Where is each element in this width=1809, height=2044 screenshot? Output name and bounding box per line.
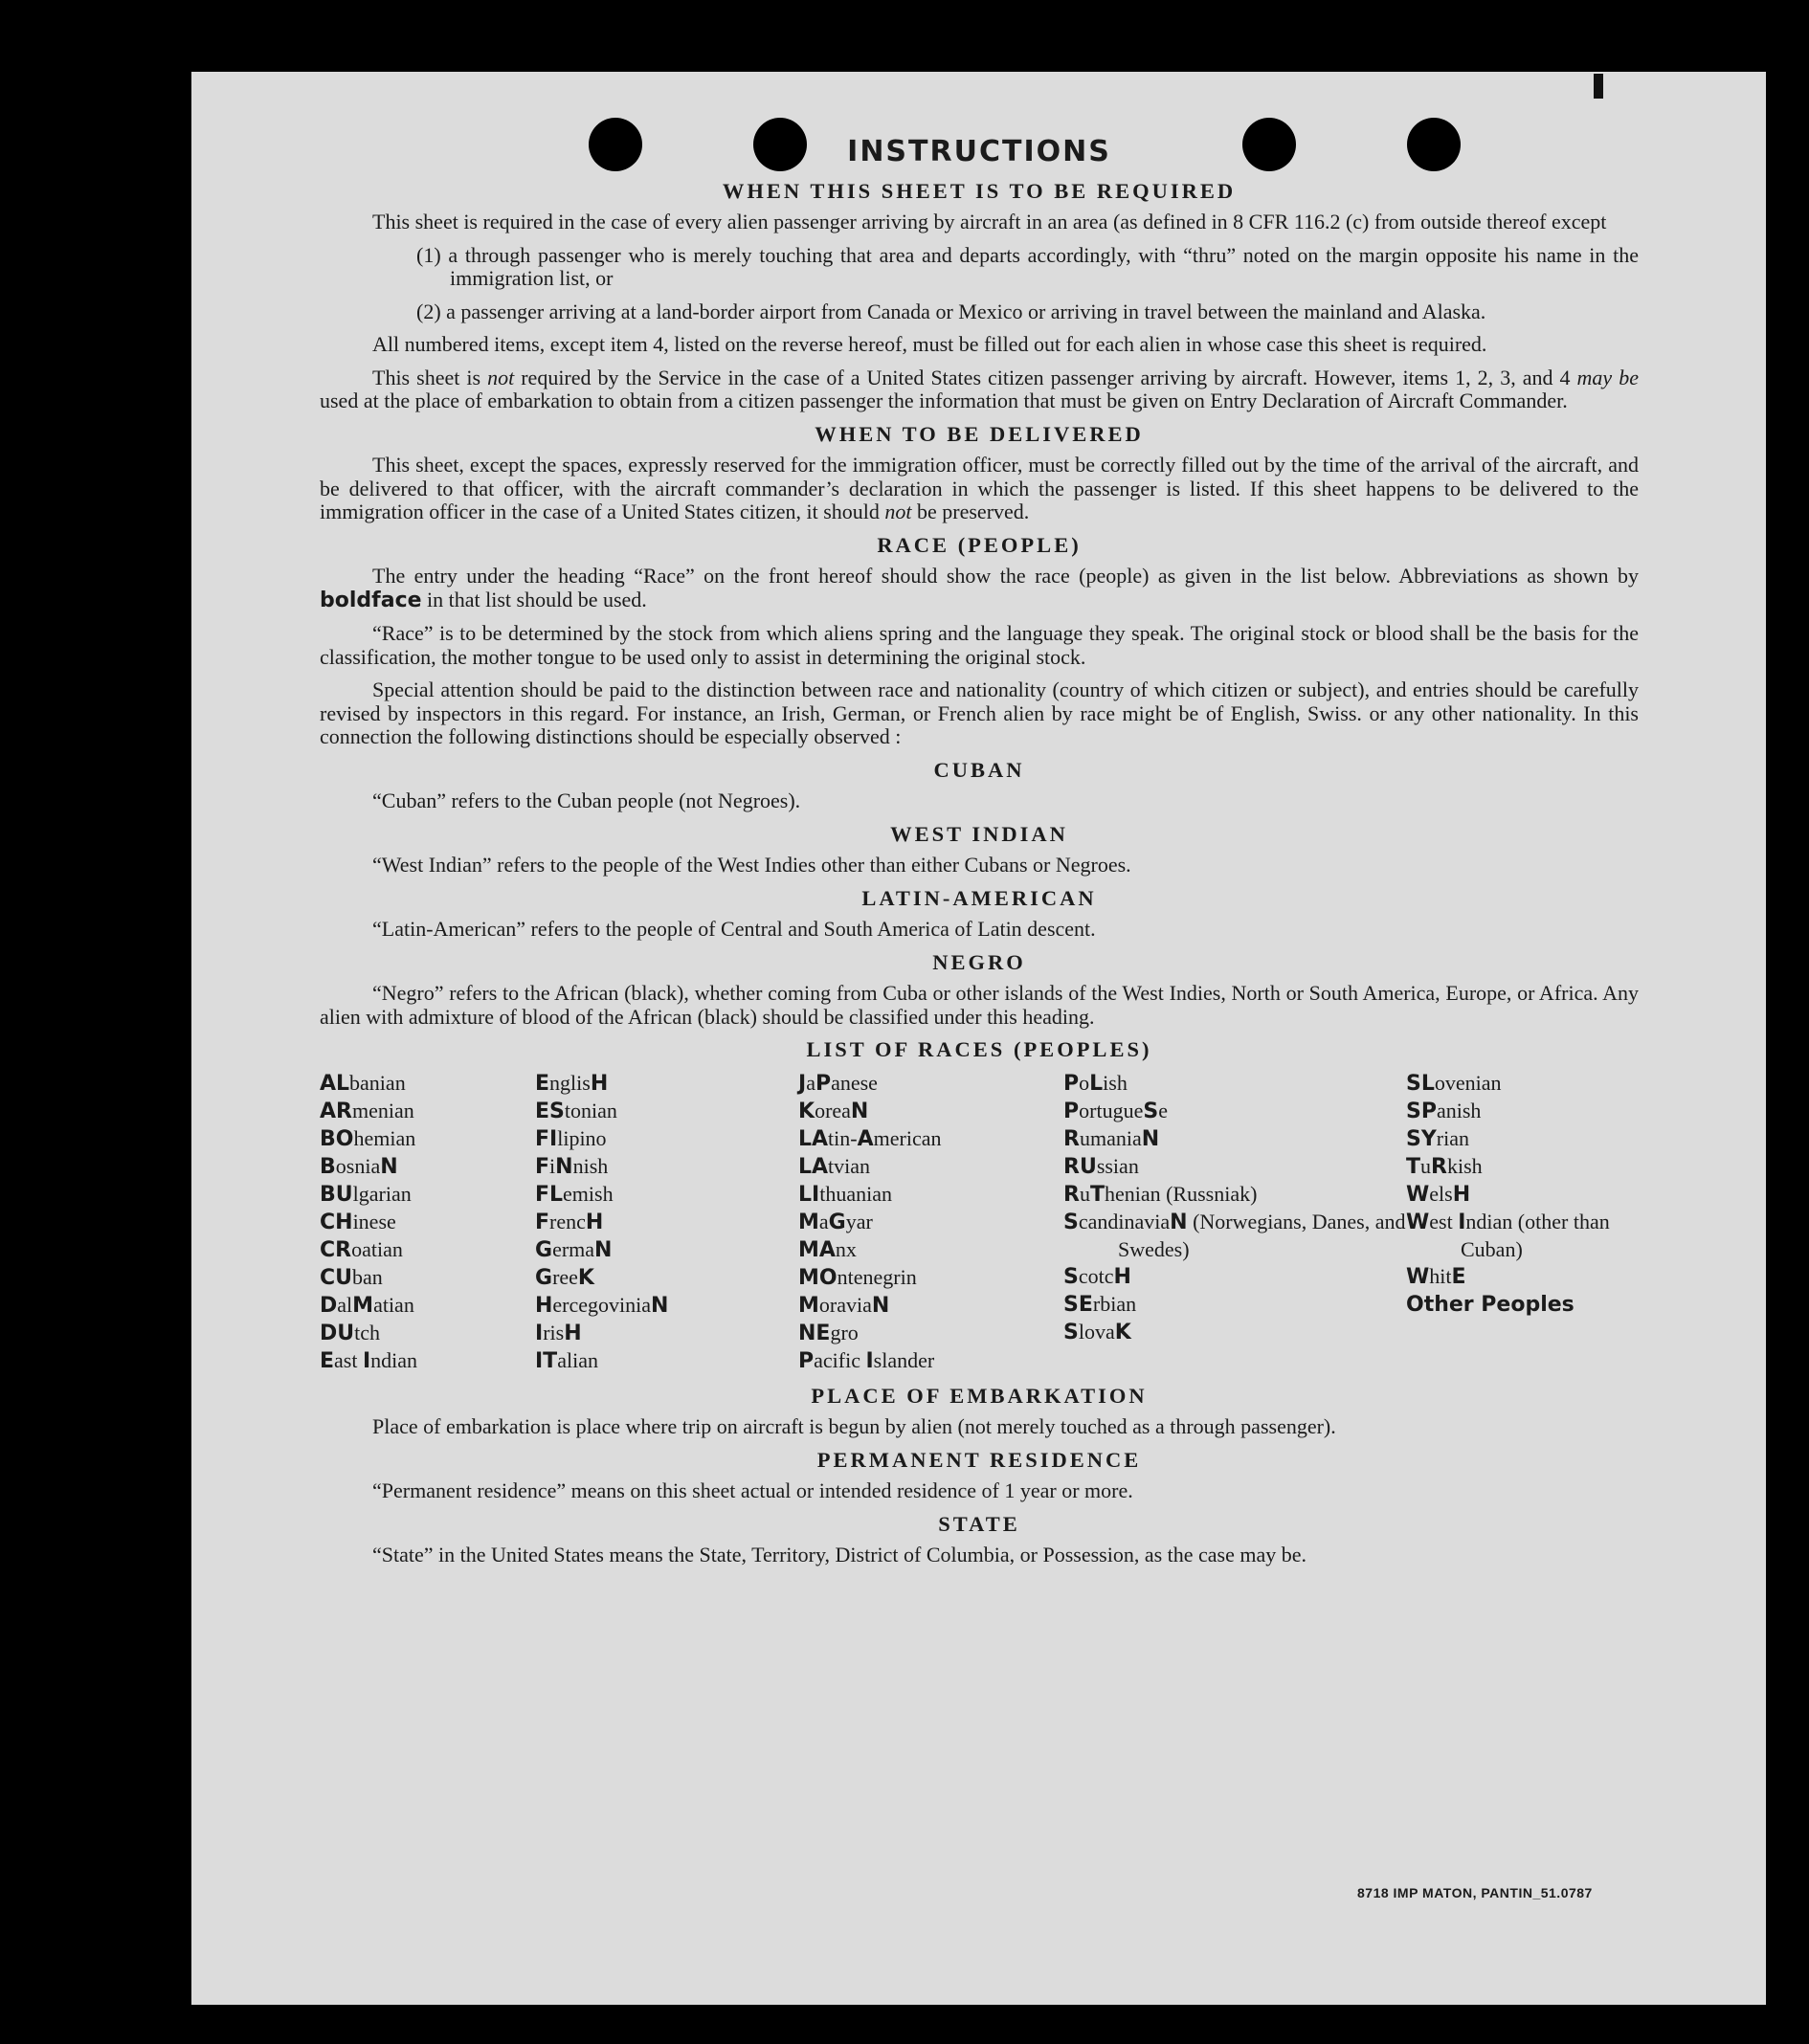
race-text: e bbox=[1158, 1098, 1168, 1122]
race-entry bbox=[1063, 1291, 1406, 1319]
race-abbreviation: M bbox=[352, 1293, 374, 1318]
race-entry bbox=[320, 1347, 535, 1375]
race-entry bbox=[1063, 1125, 1406, 1153]
race-text: rbian bbox=[1092, 1291, 1137, 1316]
race-text: hemian bbox=[353, 1125, 416, 1150]
race-entry bbox=[535, 1125, 798, 1153]
race-abbreviation: H bbox=[535, 1293, 553, 1318]
paragraph: “Latin-American” refers to the people of Central and South America of Latin descent. bbox=[372, 917, 1096, 941]
race-text: o bbox=[1079, 1070, 1090, 1095]
race-abbreviation: AR bbox=[320, 1099, 352, 1123]
heading-residence: PERMANENT RESIDENCE bbox=[816, 1447, 1142, 1472]
race-abbreviation: SY bbox=[1406, 1126, 1437, 1151]
race-abbreviation: B bbox=[320, 1154, 336, 1179]
race-abbreviation: E bbox=[320, 1348, 335, 1373]
race-entry bbox=[320, 1070, 535, 1098]
race-text: al bbox=[337, 1292, 353, 1317]
race-entry bbox=[535, 1347, 798, 1375]
race-abbreviation: SP bbox=[1406, 1099, 1437, 1123]
race-text: umania bbox=[1079, 1125, 1142, 1150]
bold-text: boldface bbox=[320, 588, 422, 612]
paragraph: “Cuban” refers to the Cuban people (not Negroes). bbox=[372, 789, 801, 812]
text-run: required by the Service in the case of a United States citizen passenger arriving by aircraft. However, items 1, 2, 3, and 4 bbox=[514, 365, 1577, 389]
race-text: thuanian bbox=[819, 1181, 892, 1206]
heading-when-required: WHEN THIS SHEET IS TO BE REQUIRED bbox=[722, 178, 1237, 203]
race-abbreviation: M bbox=[798, 1210, 819, 1234]
race-abbreviation: F bbox=[535, 1154, 550, 1179]
race-text: anish bbox=[1436, 1098, 1482, 1122]
race-entry bbox=[535, 1070, 798, 1098]
race-entry bbox=[798, 1098, 1063, 1125]
race-abbreviation: NE bbox=[798, 1321, 831, 1345]
race-text: candinavia bbox=[1078, 1209, 1171, 1233]
race-abbreviation: T bbox=[1406, 1154, 1421, 1179]
race-text: atian bbox=[373, 1292, 414, 1317]
italic-text: not bbox=[884, 500, 912, 523]
exception-item-1: (1) a through passenger who is merely touching that area and departs accordingly, with “thru” noted on the margin opposite his name in the immigration list, or bbox=[416, 242, 1639, 290]
race-abbreviation: I bbox=[362, 1348, 371, 1373]
race-entry bbox=[1406, 1098, 1639, 1125]
race-entry bbox=[535, 1264, 798, 1292]
text-run: The entry under the heading “Race” on the front hereof should show the race (people) as given in the list below. Abbreviations as shown by bbox=[372, 564, 1639, 588]
race-text: inese bbox=[352, 1209, 396, 1233]
race-abbreviation: K bbox=[1114, 1320, 1131, 1344]
race-entry bbox=[798, 1153, 1063, 1181]
race-text: henian (Russniak) bbox=[1104, 1181, 1258, 1206]
race-abbreviation: SE bbox=[1063, 1292, 1093, 1317]
race-abbreviation: R bbox=[1063, 1182, 1080, 1207]
race-text: ree bbox=[552, 1264, 578, 1289]
race-entry bbox=[1063, 1098, 1406, 1125]
race-abbreviation: E bbox=[535, 1071, 550, 1096]
race-abbreviation: I bbox=[535, 1321, 544, 1345]
race-text: ndian (other than Cuban) bbox=[1461, 1209, 1610, 1261]
race-text: u bbox=[1420, 1153, 1432, 1178]
race-entry bbox=[1063, 1153, 1406, 1181]
race-entry bbox=[1406, 1181, 1639, 1209]
race-entry bbox=[1406, 1263, 1639, 1291]
race-abbreviation: N bbox=[1170, 1210, 1188, 1234]
race-text: nglis bbox=[549, 1070, 591, 1095]
paragraph: This sheet is required in the case of every alien passenger arriving by aircraft in an area (as defined in 8 CFR 116.2 (c) from outside thereof except bbox=[372, 210, 1607, 233]
race-text: est bbox=[1429, 1209, 1459, 1233]
race-abbreviation: CU bbox=[320, 1265, 353, 1290]
race-entry bbox=[798, 1264, 1063, 1292]
race-entry bbox=[1063, 1070, 1406, 1098]
text-run: This sheet, except the spaces, expressly reserved for the immigration officer, must be correctly filled out by the time of the arrival of the aircraft, and be delivered to that officer, with the aircraft commander’s declaration in which the passenger is listed. If this sheet happens to be delivered to the immigration officer in the case of a United States citizen, it should bbox=[320, 453, 1639, 523]
race-entry bbox=[535, 1209, 798, 1236]
race-text: renc bbox=[549, 1209, 586, 1233]
race-abbreviation: N bbox=[871, 1293, 890, 1318]
race-column bbox=[320, 1070, 535, 1375]
race-abbreviation: ES bbox=[535, 1099, 565, 1123]
italic-text: may be bbox=[1576, 365, 1639, 389]
paragraph: All numbered items, except item 4, listed on the reverse hereof, must be filled out for each alien in whose case this sheet is required. bbox=[372, 332, 1487, 356]
race-text: alian bbox=[557, 1347, 598, 1372]
race-abbreviation: S bbox=[1063, 1210, 1079, 1234]
race-entry bbox=[1063, 1209, 1406, 1263]
race-abbreviation: FL bbox=[535, 1182, 564, 1207]
race-abbreviation: N bbox=[380, 1154, 398, 1179]
paragraph: “Race” is to be determined by the stock from which aliens spring and the language they speak. The original stock or blood shall be the basis for the classification, the mother tongue to be used only to assist in determining the original stock. bbox=[320, 621, 1639, 669]
heading-cuban: CUBAN bbox=[933, 757, 1025, 782]
race-abbreviation: DU bbox=[320, 1321, 355, 1345]
printer-imprint: 8718 IMP MATON, PANTIN_51.0787 bbox=[1357, 1885, 1593, 1900]
race-entry bbox=[1406, 1209, 1639, 1263]
race-text: oravia bbox=[818, 1292, 872, 1317]
race-abbreviation: S bbox=[1063, 1320, 1079, 1344]
race-abbreviation: N bbox=[850, 1099, 869, 1123]
heading-state: STATE bbox=[938, 1511, 1020, 1536]
race-column bbox=[1063, 1070, 1406, 1375]
paragraph: Special attention should be paid to the distinction between race and nationality (country of which citizen or subject), and entries should be carefully revised by inspectors in this regard. For instance, an Irish, German, or French alien by race might be of English, Swiss. or any other nationality. In this connection the following distinctions should be especially observed : bbox=[320, 678, 1639, 748]
ink-mark bbox=[1594, 74, 1603, 99]
race-abbreviation: I bbox=[1458, 1210, 1466, 1234]
race-entry bbox=[798, 1181, 1063, 1209]
race-text: ast bbox=[334, 1347, 363, 1372]
race-list bbox=[320, 1070, 1639, 1375]
race-abbreviation: R bbox=[1063, 1126, 1080, 1151]
race-abbreviation: H bbox=[564, 1321, 582, 1345]
race-entry bbox=[320, 1264, 535, 1292]
race-abbreviation: T bbox=[1089, 1182, 1105, 1207]
race-entry bbox=[1406, 1153, 1639, 1181]
race-abbreviation: P bbox=[1063, 1071, 1080, 1096]
race-text: tch bbox=[354, 1320, 381, 1344]
paragraph: “Negro” refers to the African (black), whether coming from Cuba or other islands of the West Indies, North or South America, Europe, or Africa. Any alien with admixture of blood of the African (black) should be classified under this heading. bbox=[320, 981, 1639, 1029]
race-abbreviation: W bbox=[1406, 1210, 1430, 1234]
race-text: els bbox=[1429, 1181, 1453, 1206]
race-text: banian bbox=[349, 1070, 406, 1095]
race-entry bbox=[798, 1320, 1063, 1347]
race-entry bbox=[798, 1070, 1063, 1098]
race-entry bbox=[320, 1292, 535, 1320]
race-entry bbox=[1406, 1070, 1639, 1098]
race-text: rian bbox=[1436, 1125, 1469, 1150]
race-text: lova bbox=[1078, 1319, 1115, 1344]
race-entry bbox=[320, 1320, 535, 1347]
race-entry bbox=[320, 1153, 535, 1181]
race-text: nx bbox=[835, 1236, 857, 1261]
heading-latin-american: LATIN-AMERICAN bbox=[861, 885, 1097, 910]
race-text: lipino bbox=[557, 1125, 607, 1150]
race-text: osnia bbox=[335, 1153, 381, 1178]
race-entry bbox=[798, 1292, 1063, 1320]
race-abbreviation: CR bbox=[320, 1237, 352, 1262]
race-text: i bbox=[549, 1153, 556, 1178]
race-entry bbox=[798, 1209, 1063, 1236]
race-entry bbox=[1063, 1319, 1406, 1346]
race-abbreviation: J bbox=[798, 1071, 807, 1096]
heading-west-indian: WEST INDIAN bbox=[890, 821, 1068, 846]
heading-negro: NEGRO bbox=[932, 949, 1026, 974]
race-abbreviation: Other Peoples bbox=[1406, 1292, 1574, 1317]
race-column bbox=[798, 1070, 1063, 1375]
race-text: cotc bbox=[1078, 1263, 1114, 1288]
race-entry bbox=[535, 1181, 798, 1209]
race-abbreviation: FI bbox=[535, 1126, 558, 1151]
race-abbreviation: N bbox=[651, 1293, 669, 1318]
race-text: hit bbox=[1429, 1263, 1452, 1288]
race-abbreviation: H bbox=[1452, 1182, 1471, 1207]
race-entry bbox=[535, 1320, 798, 1347]
paragraph: “Permanent residence” means on this sheet actual or intended residence of 1 year or more. bbox=[372, 1478, 1133, 1502]
race-abbreviation: F bbox=[535, 1210, 550, 1234]
race-text: ban bbox=[352, 1264, 383, 1289]
italic-text: not bbox=[487, 365, 515, 389]
paragraph: “West Indian” refers to the people of the West Indies other than either Cubans or Negroes. bbox=[372, 853, 1131, 877]
race-text: (Norwegians, Danes, and Swedes) bbox=[1118, 1209, 1406, 1261]
race-entry bbox=[320, 1098, 535, 1125]
race-entry bbox=[798, 1236, 1063, 1264]
race-abbreviation: E bbox=[1451, 1264, 1466, 1289]
race-text: lgarian bbox=[352, 1181, 412, 1206]
race-text: slander bbox=[873, 1347, 935, 1372]
race-abbreviation: P bbox=[798, 1348, 815, 1373]
race-entry bbox=[1406, 1291, 1639, 1319]
instructions-content bbox=[320, 131, 1639, 1577]
text-run: be preserved. bbox=[911, 500, 1030, 523]
race-entry bbox=[1406, 1125, 1639, 1153]
race-abbreviation: K bbox=[577, 1265, 594, 1290]
race-entry bbox=[535, 1292, 798, 1320]
race-abbreviation: H bbox=[585, 1210, 604, 1234]
race-entry bbox=[798, 1347, 1063, 1375]
race-abbreviation: P bbox=[1063, 1099, 1080, 1123]
race-abbreviation: L bbox=[1089, 1071, 1104, 1096]
paragraph bbox=[320, 454, 1639, 524]
race-abbreviation: AL bbox=[320, 1071, 350, 1096]
race-text: kish bbox=[1446, 1153, 1483, 1178]
race-text: ercegovinia bbox=[552, 1292, 652, 1317]
heading-list-of-races: LIST OF RACES (PEOPLES) bbox=[806, 1037, 1152, 1061]
document-sheet bbox=[191, 72, 1766, 2005]
text-run: This sheet is bbox=[372, 365, 488, 389]
race-abbreviation: P bbox=[815, 1071, 832, 1096]
race-abbreviation: A bbox=[857, 1126, 874, 1151]
race-abbreviation: I bbox=[865, 1348, 874, 1373]
race-text: anese bbox=[831, 1070, 878, 1095]
race-abbreviation: H bbox=[590, 1071, 609, 1096]
race-abbreviation: G bbox=[535, 1265, 553, 1290]
race-abbreviation: LA bbox=[798, 1126, 829, 1151]
race-abbreviation: H bbox=[1113, 1264, 1131, 1289]
race-entry bbox=[535, 1153, 798, 1181]
race-text: nish bbox=[572, 1153, 609, 1178]
race-text: menian bbox=[351, 1098, 414, 1122]
race-abbreviation: N bbox=[1141, 1126, 1160, 1151]
paragraph: Place of embarkation is place where trip on aircraft is begun by alien (not merely touched as a through passenger). bbox=[372, 1414, 1336, 1438]
race-text: ssian bbox=[1096, 1153, 1139, 1178]
paragraph bbox=[320, 367, 1639, 413]
race-abbreviation: MO bbox=[798, 1265, 838, 1290]
race-text: yar bbox=[845, 1209, 873, 1233]
race-text: tin- bbox=[828, 1125, 858, 1150]
race-abbreviation: W bbox=[1406, 1182, 1430, 1207]
race-text: ris bbox=[543, 1320, 565, 1344]
heading-embarkation: PLACE OF EMBARKATION bbox=[811, 1383, 1148, 1408]
race-abbreviation: LI bbox=[798, 1182, 820, 1207]
exception-item-2: (2) a passenger arriving at a land-border airport from Canada or Mexico or arriving in travel between the mainland and Alaska. bbox=[416, 299, 1486, 323]
race-abbreviation: G bbox=[535, 1237, 553, 1262]
race-entry bbox=[535, 1098, 798, 1125]
race-column bbox=[535, 1070, 798, 1375]
race-text: emish bbox=[563, 1181, 614, 1206]
race-text: a bbox=[818, 1209, 829, 1233]
race-abbreviation: W bbox=[1406, 1264, 1430, 1289]
race-text: ntenegrin bbox=[837, 1264, 917, 1289]
race-entry bbox=[535, 1236, 798, 1264]
race-text: ndian bbox=[370, 1347, 418, 1372]
race-text: erma bbox=[552, 1236, 595, 1261]
race-entry bbox=[320, 1209, 535, 1236]
race-abbreviation: SL bbox=[1406, 1071, 1435, 1096]
race-column bbox=[1406, 1070, 1639, 1375]
page-title: INSTRUCTIONS bbox=[847, 135, 1111, 168]
race-entry bbox=[320, 1181, 535, 1209]
race-abbreviation: G bbox=[828, 1210, 846, 1234]
heading-when-delivered: WHEN TO BE DELIVERED bbox=[815, 421, 1144, 446]
race-text: ish bbox=[1103, 1070, 1128, 1095]
heading-race: RACE (PEOPLE) bbox=[877, 532, 1082, 557]
race-text: tvian bbox=[828, 1153, 871, 1178]
race-text: tonian bbox=[564, 1098, 617, 1122]
race-abbreviation: M bbox=[798, 1293, 819, 1318]
race-text: gro bbox=[830, 1320, 859, 1344]
race-entry bbox=[320, 1125, 535, 1153]
race-abbreviation: CH bbox=[320, 1210, 353, 1234]
race-abbreviation: RU bbox=[1063, 1154, 1097, 1179]
text-run: used at the place of embarkation to obtain from a citizen passenger the information that must be given on Entry Declaration of Aircraft Commander. bbox=[320, 389, 1568, 412]
race-entry bbox=[1063, 1263, 1406, 1291]
race-text: merican bbox=[873, 1125, 942, 1150]
race-abbreviation: BU bbox=[320, 1182, 353, 1207]
race-abbreviation: IT bbox=[535, 1348, 558, 1373]
race-abbreviation: MA bbox=[798, 1237, 836, 1262]
race-abbreviation: N bbox=[555, 1154, 573, 1179]
race-entry bbox=[320, 1236, 535, 1264]
race-abbreviation: S bbox=[1063, 1264, 1079, 1289]
race-abbreviation: S bbox=[1143, 1099, 1159, 1123]
text-run: in that list should be used. bbox=[421, 587, 647, 611]
race-entry bbox=[1063, 1181, 1406, 1209]
race-text: a bbox=[806, 1070, 815, 1095]
race-text: u bbox=[1079, 1181, 1090, 1206]
race-text: acific bbox=[814, 1347, 866, 1372]
paragraph: “State” in the United States means the State, Territory, District of Columbia, or Possession, as the case may be. bbox=[372, 1543, 1307, 1566]
race-abbreviation: D bbox=[320, 1293, 338, 1318]
race-entry bbox=[798, 1125, 1063, 1153]
race-text: orea bbox=[815, 1098, 851, 1122]
race-text: ortugue bbox=[1079, 1098, 1144, 1122]
race-abbreviation: R bbox=[1431, 1154, 1447, 1179]
race-abbreviation: N bbox=[594, 1237, 613, 1262]
race-text: oatian bbox=[351, 1236, 403, 1261]
paragraph bbox=[320, 565, 1639, 612]
race-abbreviation: K bbox=[798, 1099, 815, 1123]
race-text: ovenian bbox=[1434, 1070, 1502, 1095]
race-abbreviation: BO bbox=[320, 1126, 354, 1151]
race-abbreviation: LA bbox=[798, 1154, 829, 1179]
